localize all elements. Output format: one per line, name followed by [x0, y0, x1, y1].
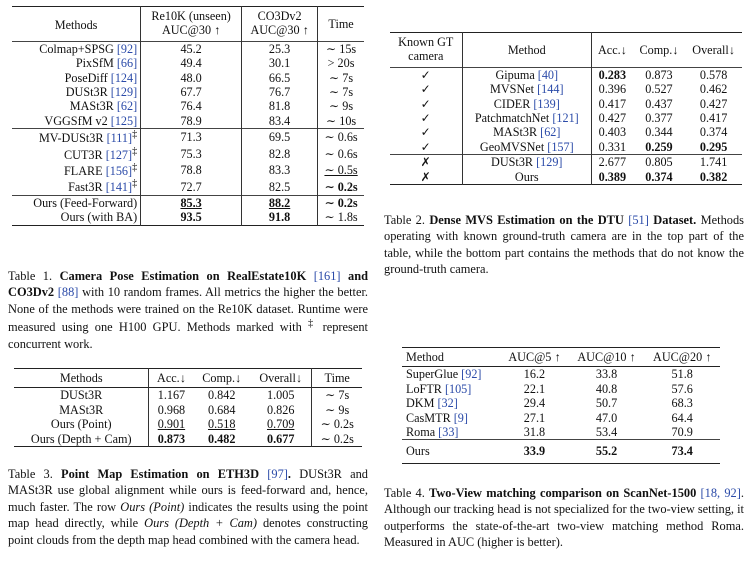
t4-cap-title: Two-View matching comparison on ScanNet-1500 [429, 486, 697, 500]
method-name [12, 129, 141, 146]
t3-cap-it1: Ours (Point) [120, 499, 185, 514]
co3d-value: 82.8 [242, 146, 318, 162]
re10k-value: 72.7 [141, 178, 242, 195]
re10k-value: 78.8 [141, 162, 242, 178]
auc5-value: 27.1 [523, 410, 546, 425]
overall-value: 1.741 [699, 155, 728, 170]
method-name [402, 396, 500, 410]
re10k-value: 93.5 [141, 210, 242, 225]
table4 [402, 347, 720, 464]
citation-link[interactable]: [156] [105, 164, 133, 179]
time-value: ∼ 0.2s [324, 179, 358, 194]
method-label: MV-DUSt3R [38, 131, 104, 146]
re10k-value: 49.4 [141, 56, 242, 70]
time-value: ∼ 10s [325, 113, 357, 128]
t2-cap-title: Dense MVS Estimation on the DTU [429, 213, 624, 227]
citation-link[interactable]: [105] [444, 381, 472, 396]
table-row [390, 155, 742, 170]
overall-value: 0.826 [250, 403, 312, 417]
citation-link[interactable]: [111] [106, 131, 133, 146]
re10k-value: 67.7 [141, 85, 242, 99]
comp-value: 0.805 [645, 155, 673, 170]
citation-link[interactable]: [62] [540, 125, 561, 140]
known-camera-mark: ✓ [390, 111, 462, 125]
table-row [12, 178, 364, 195]
overall-value: 0.677 [250, 432, 312, 447]
method-label: PixSfM [75, 56, 114, 71]
known-camera-mark: ✗ [390, 155, 462, 170]
time-value: ∼ 7s [329, 84, 354, 99]
table-row [12, 41, 364, 56]
method-label: MVSNet [490, 82, 535, 97]
t3-header-overall: Overall↓ [250, 369, 312, 388]
citation-link[interactable]: [129] [536, 155, 563, 170]
t1-cap-title: Camera Pose Estimation on RealEstate10K [59, 269, 307, 283]
t1-cap-title2: CO3Dv2 [8, 285, 55, 300]
method-label: MASt3R [69, 99, 114, 114]
auc5-value: 29.4 [523, 396, 546, 411]
re10k-value: 85.3 [141, 195, 242, 210]
method-label: Ours [514, 169, 539, 184]
t2-cap-title2: Dataset. [653, 213, 697, 227]
known-camera-mark: ✓ [390, 97, 462, 111]
t3-cap-it2: Ours (Depth + Cam) [144, 516, 258, 531]
overall-value: 0.427 [699, 96, 728, 111]
table-row [390, 170, 742, 185]
method-name [462, 111, 592, 125]
t1-header-co3d: CO3Dv2 [242, 7, 318, 24]
t3-cap-ref[interactable]: [97] [267, 467, 288, 481]
re10k-value: 71.3 [141, 129, 242, 146]
auc5-value: 31.8 [523, 424, 546, 439]
auc20-value: 70.9 [671, 424, 693, 439]
time-value: ∼ 0.5s [324, 163, 358, 178]
table2 [390, 32, 742, 185]
auc10-value: 40.8 [595, 381, 618, 396]
table-row [14, 417, 362, 431]
method-name [462, 82, 592, 96]
auc5-value: 33.9 [523, 444, 546, 459]
table3-caption [8, 466, 368, 548]
table-row [12, 210, 364, 225]
concurrent-mark: ‡ [132, 129, 138, 141]
method-label: MASt3R [493, 125, 538, 140]
comp-value: 0.377 [645, 110, 673, 125]
table2-panel [382, 32, 748, 314]
acc-value: 0.389 [598, 169, 627, 184]
t2-cap-ref[interactable]: [51] [628, 213, 649, 227]
table-row [12, 56, 364, 70]
time-value: ∼ 7s [329, 70, 354, 85]
citation-link[interactable]: [92] [461, 367, 482, 382]
method-name [12, 146, 141, 162]
method-label: Fast3R [68, 180, 103, 195]
method-label: CasMTR [406, 410, 451, 425]
method-label: Ours (with BA) [60, 210, 138, 225]
method-label: VGGSfM v2 [44, 113, 108, 128]
method-name: MASt3R [14, 403, 149, 417]
comp-value: 0.842 [207, 388, 236, 403]
comp-value: 0.437 [645, 96, 673, 111]
citation-link[interactable]: [127] [105, 147, 133, 162]
t4-cap-rest: . Although our tracking head is not specialized for the two-view setting, it outperforms the state-of-the-art two-view matching method Roma. Measured in AUC (higher is better). [384, 486, 744, 550]
method-name: DUSt3R [14, 388, 149, 403]
method-label: Ours (Feed-Forward) [33, 195, 138, 210]
co3d-value: 30.1 [242, 56, 318, 70]
auc20-value: 68.3 [671, 396, 693, 411]
overall-value: 0.709 [250, 417, 312, 431]
citation-link[interactable]: [144] [537, 82, 564, 97]
t1-cap-end: represent concurrent work. [8, 320, 368, 351]
t1-cap-and: and [348, 269, 368, 283]
t4-header-auc20: AUC@20 ↑ [653, 350, 712, 364]
acc-value: 0.331 [598, 139, 627, 154]
t4-cap-label: Table 4. [384, 486, 425, 500]
comp-value: 0.873 [645, 67, 673, 82]
acc-value: 0.396 [598, 82, 627, 97]
method-name [12, 71, 141, 85]
table1-caption [8, 268, 368, 352]
t1-header-time: Time [328, 16, 354, 31]
time-value: ∼ 0.6s [324, 130, 358, 145]
table-row [390, 82, 742, 96]
acc-value: 0.873 [157, 431, 186, 446]
auc20-value: 64.4 [671, 410, 693, 425]
time-value: ∼ 1.8s [324, 210, 358, 225]
co3d-value: 83.4 [242, 114, 318, 129]
co3d-value: 91.8 [242, 210, 318, 225]
t2-header-camera: camera [390, 49, 462, 67]
method-name [462, 125, 592, 139]
acc-value: 0.427 [598, 110, 627, 125]
known-camera-mark: ✓ [390, 125, 462, 139]
method-name [12, 41, 141, 56]
t1-cap-label: Table 1. [8, 269, 53, 283]
time-value: ∼ 9s [329, 99, 354, 114]
auc10-value: 33.8 [595, 367, 618, 382]
re10k-value: 75.3 [141, 146, 242, 162]
t1-header-re10k-metric: AUC@30 ↑ [141, 23, 242, 41]
citation-link[interactable]: [129] [110, 84, 138, 99]
overall-value: 0.578 [699, 67, 728, 82]
t4-cap-ref1[interactable]: [18, [700, 486, 721, 500]
table-row [390, 111, 742, 125]
comp-value: 0.344 [645, 125, 673, 140]
t3-cap-rest2: indicates the results using the point map head directly, while [8, 499, 368, 531]
t1-cap-ref2[interactable]: [88] [57, 285, 79, 300]
re10k-value: 45.2 [141, 41, 242, 56]
citation-link[interactable]: [139] [533, 96, 560, 111]
t2-header-overall: Overall↓ [692, 42, 735, 57]
method-label: FLARE [64, 164, 103, 179]
t1-cap-rest: with 10 random frames. All metrics the higher the better. None of the methods were trained on the Re10K dataset. Runtime were measured using one H100 GPU. Methods marked with [8, 285, 368, 335]
citation-link[interactable]: [66] [116, 56, 138, 71]
table3-panel [6, 362, 372, 574]
table-row [14, 388, 362, 403]
method-label: CIDER [493, 96, 531, 111]
co3d-value: 81.8 [242, 99, 318, 113]
t1-cap-ref1[interactable]: [161] [313, 269, 341, 283]
table-row [390, 140, 742, 155]
t4-header-auc10: AUC@10 ↑ [577, 350, 636, 364]
time-value: ∼ 7s [325, 388, 350, 403]
method-name [462, 97, 592, 111]
citation-link[interactable]: [40] [537, 67, 559, 82]
acc-value: 0.901 [157, 417, 186, 432]
table-row [12, 85, 364, 99]
overall-value: 0.417 [699, 110, 728, 125]
method-label: SuperGlue [406, 367, 459, 382]
t1-header-co3d-metric: AUC@30 ↑ [242, 23, 318, 41]
method-name [12, 178, 141, 195]
acc-value: 0.968 [157, 402, 186, 417]
acc-value: 0.417 [598, 96, 627, 111]
method-name [462, 67, 592, 82]
known-camera-mark: ✗ [390, 170, 462, 185]
t2-header-comp: Comp.↓ [639, 42, 679, 57]
method-name [462, 155, 592, 170]
time-value: ∼ 9s [325, 402, 350, 417]
citation-link[interactable]: [33] [438, 424, 459, 439]
auc20-value: 73.4 [671, 444, 693, 459]
table-row [12, 129, 364, 146]
table1 [12, 6, 364, 226]
method-label: PatchmatchNet [474, 110, 550, 125]
t2-cap-label: Table 2. [384, 213, 425, 227]
method-name: Ours (Point) [14, 417, 149, 431]
table-row [402, 411, 720, 425]
t3-header-time: Time [324, 371, 350, 385]
method-name [462, 140, 592, 155]
citation-link[interactable]: [32] [437, 396, 458, 411]
t1-cap-mark: ‡ [308, 318, 317, 330]
comp-value: 0.482 [207, 431, 236, 446]
time-value: ∼ 0.6s [324, 146, 358, 161]
re10k-value: 78.9 [141, 114, 242, 129]
re10k-value: 48.0 [141, 71, 242, 85]
table-row [402, 440, 720, 463]
method-name [402, 382, 500, 396]
table-row [402, 367, 720, 382]
method-label: CUT3R [64, 147, 103, 162]
method-name [12, 56, 141, 70]
co3d-value: 66.5 [242, 71, 318, 85]
auc20-value: 51.8 [671, 367, 693, 382]
table1-panel [6, 6, 372, 356]
t1-header-re10k: Re10K (unseen) [141, 7, 242, 24]
t2-header-acc: Acc.↓ [597, 42, 627, 57]
time-value: ∼ 0.2s [320, 431, 354, 446]
method-name [462, 170, 592, 185]
method-label: Gipuma [495, 67, 535, 82]
re10k-value: 76.4 [141, 99, 242, 113]
method-name [402, 425, 500, 440]
acc-value: 1.167 [157, 388, 186, 403]
auc10-value: 53.4 [595, 424, 618, 439]
table-row [402, 382, 720, 396]
table-row [14, 403, 362, 417]
comp-value: 0.684 [207, 402, 236, 417]
t3-header-comp: Comp.↓ [202, 371, 242, 385]
t3-cap-title: Point Map Estimation on ETH3D [61, 467, 260, 481]
table-row [12, 146, 364, 162]
co3d-value: 76.7 [242, 85, 318, 99]
concurrent-mark: ‡ [132, 145, 138, 157]
time-value: ∼ 0.2s [324, 195, 358, 210]
t3-cap-dot: . [287, 467, 292, 481]
table-row [12, 195, 364, 210]
table-row [402, 396, 720, 410]
t3-cap-rest3: denotes constructing point clouds from the depth map head combined with the camera head. [8, 516, 368, 547]
known-camera-mark: ✓ [390, 82, 462, 96]
citation-link[interactable]: [141] [105, 180, 133, 195]
method-label: DUSt3R [491, 155, 534, 170]
time-value: ∼ 0.2s [320, 417, 354, 432]
overall-value: 0.382 [699, 169, 728, 184]
table-row [14, 432, 362, 447]
method-label: Colmap+SPSG [39, 41, 114, 56]
acc-value: 0.283 [598, 67, 627, 82]
t3-cap-rest1: DUSt3R and MASt3R use global alignment while ours is feed-forward and, hence, much faster. The row [8, 467, 368, 514]
citation-link[interactable]: [121] [552, 110, 579, 125]
method-label: PoseDiff [64, 70, 108, 85]
auc10-value: 55.2 [595, 444, 618, 459]
auc20-value: 57.6 [671, 381, 693, 396]
auc10-value: 47.0 [595, 410, 618, 425]
method-label: DUSt3R [65, 84, 108, 99]
method-name [402, 411, 500, 425]
co3d-value: 69.5 [242, 129, 318, 146]
table-row [390, 67, 742, 82]
comp-value: 0.518 [207, 417, 236, 432]
t3-header-acc: Acc.↓ [157, 371, 186, 385]
t3-header-methods: Methods [14, 369, 149, 388]
method-label: DKM [406, 396, 435, 411]
table-row [12, 99, 364, 113]
concurrent-mark: ‡ [132, 162, 138, 174]
method-name [402, 367, 500, 382]
method-name [12, 195, 141, 210]
t2-header-known: Known GT [390, 33, 462, 50]
t1-header-methods: Methods [12, 7, 141, 42]
t2-cap-rest: Methods operating with known ground-truth camera are in the top part of the table, while the bottom part contains the methods that do not know the ground-truth camera. [384, 213, 744, 277]
time-value: ∼ 15s [325, 41, 357, 56]
method-name [12, 99, 141, 113]
comp-value: 0.374 [645, 169, 673, 184]
citation-link[interactable]: [124] [110, 70, 138, 85]
method-name [12, 85, 141, 99]
citation-link[interactable]: [9] [453, 410, 468, 425]
method-label: GeoMVSNet [479, 139, 545, 154]
method-name: Ours (Depth + Cam) [14, 432, 149, 447]
citation-link[interactable]: [125] [110, 113, 138, 128]
table4-panel [382, 337, 748, 574]
overall-value: 0.462 [699, 82, 728, 97]
citation-link[interactable]: [92] [116, 41, 138, 56]
t2-header-method: Method [462, 33, 592, 68]
co3d-value: 88.2 [242, 195, 318, 210]
table2-caption [384, 212, 744, 278]
table-row [12, 162, 364, 178]
table-row [402, 425, 720, 440]
co3d-value: 25.3 [242, 41, 318, 56]
table-row [12, 114, 364, 129]
t4-header-method: Method [406, 350, 444, 364]
method-label: Roma [406, 424, 436, 439]
concurrent-mark: ‡ [132, 178, 138, 190]
citation-link[interactable]: [62] [116, 99, 138, 114]
t4-header-auc5: AUC@5 ↑ [508, 350, 561, 364]
method-name [12, 162, 141, 178]
method-label: Ours [406, 444, 430, 459]
t4-cap-ref2[interactable]: 92] [724, 486, 741, 500]
method-name [12, 210, 141, 225]
comp-value: 0.527 [645, 82, 673, 97]
known-camera-mark: ✓ [390, 140, 462, 155]
comp-value: 0.259 [645, 139, 673, 154]
co3d-value: 83.3 [242, 162, 318, 178]
acc-value: 0.403 [598, 125, 627, 140]
auc10-value: 50.7 [595, 396, 618, 411]
table3 [14, 368, 362, 447]
auc5-value: 22.1 [523, 381, 546, 396]
table-row [390, 97, 742, 111]
overall-value: 1.005 [250, 388, 312, 403]
co3d-value: 82.5 [242, 178, 318, 195]
table-row [12, 71, 364, 85]
time-value: > 20s [327, 56, 355, 71]
overall-value: 0.374 [699, 125, 728, 140]
method-name [402, 440, 500, 463]
method-label: LoFTR [406, 381, 442, 396]
citation-link[interactable]: [157] [547, 139, 574, 154]
known-camera-mark: ✓ [390, 67, 462, 82]
overall-value: 0.295 [699, 139, 728, 154]
acc-value: 2.677 [598, 155, 627, 170]
table-row [390, 125, 742, 139]
auc5-value: 16.2 [523, 367, 546, 382]
method-name [12, 114, 141, 129]
t3-cap-label: Table 3. [8, 467, 53, 481]
table4-caption [384, 485, 744, 551]
